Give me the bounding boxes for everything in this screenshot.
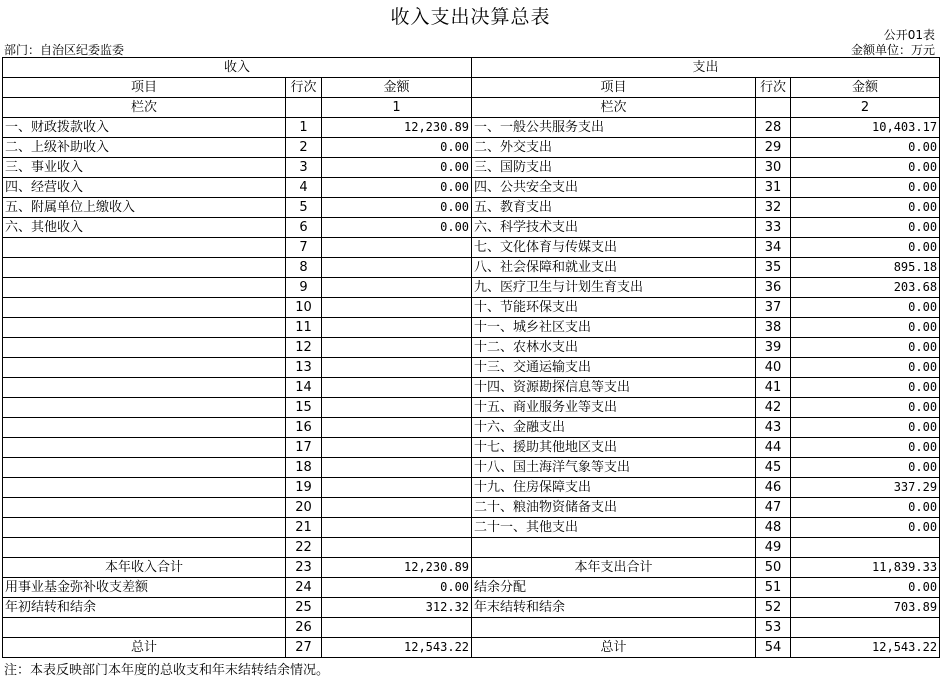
expense-amount-cell bbox=[791, 538, 940, 558]
expense-item-cell: 四、公共安全支出 bbox=[472, 178, 756, 198]
income-amount-cell bbox=[322, 318, 472, 338]
income-item-cell bbox=[3, 538, 286, 558]
income-item-cell bbox=[3, 338, 286, 358]
income-item-cell bbox=[3, 238, 286, 258]
income-amount-header: 金额 bbox=[322, 78, 472, 98]
income-item-cell bbox=[3, 418, 286, 438]
expense-amount-cell: 0.00 bbox=[791, 378, 940, 398]
department-label: 部门：自治区纪委监委 bbox=[4, 43, 125, 57]
income-amount-cell bbox=[322, 438, 472, 458]
expense-column-index: 2 bbox=[791, 98, 940, 118]
table-row bbox=[3, 278, 940, 298]
income-amount-cell: 0.00 bbox=[322, 578, 472, 598]
expense-rowno-cell: 41 bbox=[756, 378, 791, 398]
income-item-cell bbox=[3, 478, 286, 498]
expense-rowno-cell: 37 bbox=[756, 298, 791, 318]
expense-item-cell: 二十一、其他支出 bbox=[472, 518, 756, 538]
income-rowno-cell: 23 bbox=[286, 558, 322, 578]
expense-rowno-cell: 54 bbox=[756, 638, 791, 658]
expense-item-cell: 十一、城乡社区支出 bbox=[472, 318, 756, 338]
income-rowno-cell: 26 bbox=[286, 618, 322, 638]
income-rowno-cell: 11 bbox=[286, 318, 322, 338]
expense-rowno-cell: 36 bbox=[756, 278, 791, 298]
table-row bbox=[3, 438, 940, 458]
income-item-cell bbox=[3, 318, 286, 338]
income-item-cell bbox=[3, 358, 286, 378]
expense-rowno-cell: 33 bbox=[756, 218, 791, 238]
expense-item-cell: 总计 bbox=[472, 638, 756, 658]
income-rowno-cell: 10 bbox=[286, 298, 322, 318]
expense-item-cell: 二、外交支出 bbox=[472, 138, 756, 158]
table-row bbox=[3, 118, 940, 138]
expense-item-cell: 十、节能环保支出 bbox=[472, 298, 756, 318]
income-rowno-cell: 22 bbox=[286, 538, 322, 558]
expense-item-cell: 二十、粮油物资储备支出 bbox=[472, 498, 756, 518]
expense-amount-cell: 10,403.17 bbox=[791, 118, 940, 138]
expense-amount-cell: 0.00 bbox=[791, 398, 940, 418]
expense-amount-cell: 0.00 bbox=[791, 298, 940, 318]
expense-item-cell: 十七、援助其他地区支出 bbox=[472, 438, 756, 458]
amount-unit-label: 金额单位：万元 bbox=[850, 43, 935, 57]
expense-amount-cell: 0.00 bbox=[791, 418, 940, 438]
expense-rowno-cell: 49 bbox=[756, 538, 791, 558]
expense-column-label: 栏次 bbox=[472, 98, 756, 118]
income-rowno-cell: 5 bbox=[286, 198, 322, 218]
expense-section-header: 支出 bbox=[472, 58, 940, 78]
expense-amount-cell: 203.68 bbox=[791, 278, 940, 298]
income-rowno-cell: 6 bbox=[286, 218, 322, 238]
table-row bbox=[3, 638, 940, 658]
expense-amount-header: 金额 bbox=[791, 78, 940, 98]
expense-rowno-cell: 46 bbox=[756, 478, 791, 498]
expense-rowno-cell: 39 bbox=[756, 338, 791, 358]
table-row bbox=[3, 378, 940, 398]
income-item-cell bbox=[3, 498, 286, 518]
table-row bbox=[3, 578, 940, 598]
table-row bbox=[3, 138, 940, 158]
expense-item-cell: 十三、交通运输支出 bbox=[472, 358, 756, 378]
footnote: 注：本表反映部门本年度的总收支和年末结转结余情况。 bbox=[4, 663, 330, 678]
income-rowno-cell: 7 bbox=[286, 238, 322, 258]
expense-rowno-cell: 48 bbox=[756, 518, 791, 538]
income-rowno-cell: 20 bbox=[286, 498, 322, 518]
income-item-cell: 本年收入合计 bbox=[3, 558, 286, 578]
expense-item-cell: 本年支出合计 bbox=[472, 558, 756, 578]
income-rowno-cell: 14 bbox=[286, 378, 322, 398]
expense-rowno-cell: 42 bbox=[756, 398, 791, 418]
table-row bbox=[3, 458, 940, 478]
income-item-cell bbox=[3, 398, 286, 418]
expense-amount-cell: 0.00 bbox=[791, 198, 940, 218]
income-column-index: 1 bbox=[322, 98, 472, 118]
expense-rowno-cell: 32 bbox=[756, 198, 791, 218]
income-amount-cell bbox=[322, 258, 472, 278]
income-rowno-cell: 8 bbox=[286, 258, 322, 278]
expense-amount-cell: 0.00 bbox=[791, 518, 940, 538]
income-amount-cell bbox=[322, 338, 472, 358]
income-item-header: 项目 bbox=[3, 78, 286, 98]
income-item-cell bbox=[3, 258, 286, 278]
expense-item-cell: 十二、农林水支出 bbox=[472, 338, 756, 358]
expense-amount-cell: 12,543.22 bbox=[791, 638, 940, 658]
expense-amount-cell: 895.18 bbox=[791, 258, 940, 278]
income-rowno-cell: 16 bbox=[286, 418, 322, 438]
income-rowno-cell: 15 bbox=[286, 398, 322, 418]
income-item-cell bbox=[3, 458, 286, 478]
form-number: 公开01表 bbox=[883, 28, 935, 42]
income-item-cell: 三、事业收入 bbox=[3, 158, 286, 178]
expense-item-cell: 五、教育支出 bbox=[472, 198, 756, 218]
income-rowno-cell: 13 bbox=[286, 358, 322, 378]
income-item-cell bbox=[3, 618, 286, 638]
expense-amount-cell: 0.00 bbox=[791, 458, 940, 478]
expense-amount-cell: 0.00 bbox=[791, 158, 940, 178]
column-index-row bbox=[3, 98, 940, 118]
income-item-cell bbox=[3, 378, 286, 398]
income-rowno-cell: 9 bbox=[286, 278, 322, 298]
income-amount-cell bbox=[322, 418, 472, 438]
income-amount-cell bbox=[322, 378, 472, 398]
income-rowno-cell: 21 bbox=[286, 518, 322, 538]
expense-column-blank bbox=[756, 98, 791, 118]
table-row bbox=[3, 538, 940, 558]
income-amount-cell bbox=[322, 458, 472, 478]
expense-amount-cell: 0.00 bbox=[791, 178, 940, 198]
expense-rowno-cell: 47 bbox=[756, 498, 791, 518]
income-amount-cell bbox=[322, 498, 472, 518]
income-rowno-cell: 12 bbox=[286, 338, 322, 358]
expense-rowno-cell: 45 bbox=[756, 458, 791, 478]
expense-amount-cell: 0.00 bbox=[791, 498, 940, 518]
expense-rowno-cell: 28 bbox=[756, 118, 791, 138]
income-item-cell bbox=[3, 518, 286, 538]
table-row bbox=[3, 418, 940, 438]
table-row bbox=[3, 258, 940, 278]
expense-item-cell: 八、社会保障和就业支出 bbox=[472, 258, 756, 278]
expense-item-header: 项目 bbox=[472, 78, 756, 98]
expense-item-cell: 一、一般公共服务支出 bbox=[472, 118, 756, 138]
income-amount-cell: 0.00 bbox=[322, 138, 472, 158]
expense-rowno-cell: 44 bbox=[756, 438, 791, 458]
table-row bbox=[3, 398, 940, 418]
expense-rowno-cell: 29 bbox=[756, 138, 791, 158]
expense-rowno-cell: 30 bbox=[756, 158, 791, 178]
income-amount-cell bbox=[322, 618, 472, 638]
table-row bbox=[3, 218, 940, 238]
expense-rowno-cell: 43 bbox=[756, 418, 791, 438]
income-amount-cell bbox=[322, 398, 472, 418]
expense-rowno-cell: 34 bbox=[756, 238, 791, 258]
income-column-blank bbox=[286, 98, 322, 118]
expense-rowno-cell: 35 bbox=[756, 258, 791, 278]
income-amount-cell bbox=[322, 478, 472, 498]
income-amount-cell: 0.00 bbox=[322, 178, 472, 198]
income-rowno-header: 行次 bbox=[286, 78, 322, 98]
income-item-cell: 年初结转和结余 bbox=[3, 598, 286, 618]
income-amount-cell bbox=[322, 238, 472, 258]
expense-amount-cell bbox=[791, 618, 940, 638]
expense-rowno-cell: 31 bbox=[756, 178, 791, 198]
income-expense-table bbox=[2, 57, 940, 658]
expense-item-cell: 年末结转和结余 bbox=[472, 598, 756, 618]
expense-item-cell: 十五、商业服务业等支出 bbox=[472, 398, 756, 418]
table-row bbox=[3, 198, 940, 218]
expense-rowno-cell: 50 bbox=[756, 558, 791, 578]
income-amount-cell bbox=[322, 358, 472, 378]
income-item-cell: 一、财政拨款收入 bbox=[3, 118, 286, 138]
expense-amount-cell: 0.00 bbox=[791, 218, 940, 238]
report-title: 收入支出决算总表 bbox=[390, 6, 551, 28]
income-item-cell bbox=[3, 438, 286, 458]
income-item-cell: 用事业基金弥补收支差额 bbox=[3, 578, 286, 598]
section-header-row bbox=[3, 58, 940, 78]
table-row bbox=[3, 598, 940, 618]
income-amount-cell: 12,543.22 bbox=[322, 638, 472, 658]
income-rowno-cell: 2 bbox=[286, 138, 322, 158]
table-row bbox=[3, 518, 940, 538]
income-item-cell: 总计 bbox=[3, 638, 286, 658]
income-amount-cell: 0.00 bbox=[322, 198, 472, 218]
income-item-cell bbox=[3, 278, 286, 298]
income-rowno-cell: 4 bbox=[286, 178, 322, 198]
income-rowno-cell: 27 bbox=[286, 638, 322, 658]
column-header-row bbox=[3, 78, 940, 98]
expense-amount-cell: 0.00 bbox=[791, 338, 940, 358]
income-rowno-cell: 3 bbox=[286, 158, 322, 178]
table-row bbox=[3, 558, 940, 578]
expense-rowno-cell: 40 bbox=[756, 358, 791, 378]
income-rowno-cell: 25 bbox=[286, 598, 322, 618]
table-row bbox=[3, 178, 940, 198]
expense-rowno-cell: 52 bbox=[756, 598, 791, 618]
income-amount-cell bbox=[322, 278, 472, 298]
expense-item-cell bbox=[472, 538, 756, 558]
table-row bbox=[3, 338, 940, 358]
income-item-cell: 四、经营收入 bbox=[3, 178, 286, 198]
expense-item-cell: 六、科学技术支出 bbox=[472, 218, 756, 238]
income-amount-cell bbox=[322, 518, 472, 538]
table-row bbox=[3, 498, 940, 518]
income-column-label: 栏次 bbox=[3, 98, 286, 118]
income-amount-cell: 12,230.89 bbox=[322, 118, 472, 138]
expense-item-cell: 三、国防支出 bbox=[472, 158, 756, 178]
expense-amount-cell: 337.29 bbox=[791, 478, 940, 498]
expense-amount-cell: 0.00 bbox=[791, 578, 940, 598]
expense-item-cell: 七、文化体育与传媒支出 bbox=[472, 238, 756, 258]
expense-rowno-cell: 53 bbox=[756, 618, 791, 638]
table-row bbox=[3, 358, 940, 378]
income-rowno-cell: 19 bbox=[286, 478, 322, 498]
expense-item-cell: 十六、金融支出 bbox=[472, 418, 756, 438]
table-row bbox=[3, 298, 940, 318]
expense-item-cell: 十八、国土海洋气象等支出 bbox=[472, 458, 756, 478]
expense-item-cell: 九、医疗卫生与计划生育支出 bbox=[472, 278, 756, 298]
expense-item-cell bbox=[472, 618, 756, 638]
expense-amount-cell: 703.89 bbox=[791, 598, 940, 618]
income-item-cell: 五、附属单位上缴收入 bbox=[3, 198, 286, 218]
income-item-cell: 二、上级补助收入 bbox=[3, 138, 286, 158]
expense-amount-cell: 0.00 bbox=[791, 438, 940, 458]
income-rowno-cell: 17 bbox=[286, 438, 322, 458]
income-rowno-cell: 1 bbox=[286, 118, 322, 138]
table-row bbox=[3, 478, 940, 498]
income-item-cell: 六、其他收入 bbox=[3, 218, 286, 238]
income-rowno-cell: 24 bbox=[286, 578, 322, 598]
income-amount-cell: 0.00 bbox=[322, 218, 472, 238]
income-section-header: 收入 bbox=[3, 58, 472, 78]
expense-amount-cell: 0.00 bbox=[791, 318, 940, 338]
expense-amount-cell: 11,839.33 bbox=[791, 558, 940, 578]
expense-item-cell: 结余分配 bbox=[472, 578, 756, 598]
income-rowno-cell: 18 bbox=[286, 458, 322, 478]
expense-amount-cell: 0.00 bbox=[791, 138, 940, 158]
table-row bbox=[3, 318, 940, 338]
income-item-cell bbox=[3, 298, 286, 318]
income-amount-cell: 312.32 bbox=[322, 598, 472, 618]
income-amount-cell: 0.00 bbox=[322, 158, 472, 178]
income-amount-cell: 12,230.89 bbox=[322, 558, 472, 578]
expense-rowno-cell: 51 bbox=[756, 578, 791, 598]
expense-amount-cell: 0.00 bbox=[791, 358, 940, 378]
income-amount-cell bbox=[322, 298, 472, 318]
expense-rowno-cell: 38 bbox=[756, 318, 791, 338]
income-amount-cell bbox=[322, 538, 472, 558]
table-row bbox=[3, 238, 940, 258]
table-row bbox=[3, 158, 940, 178]
expense-item-cell: 十九、住房保障支出 bbox=[472, 478, 756, 498]
expense-amount-cell: 0.00 bbox=[791, 238, 940, 258]
expense-rowno-header: 行次 bbox=[756, 78, 791, 98]
expense-item-cell: 十四、资源勘探信息等支出 bbox=[472, 378, 756, 398]
table-row bbox=[3, 618, 940, 638]
